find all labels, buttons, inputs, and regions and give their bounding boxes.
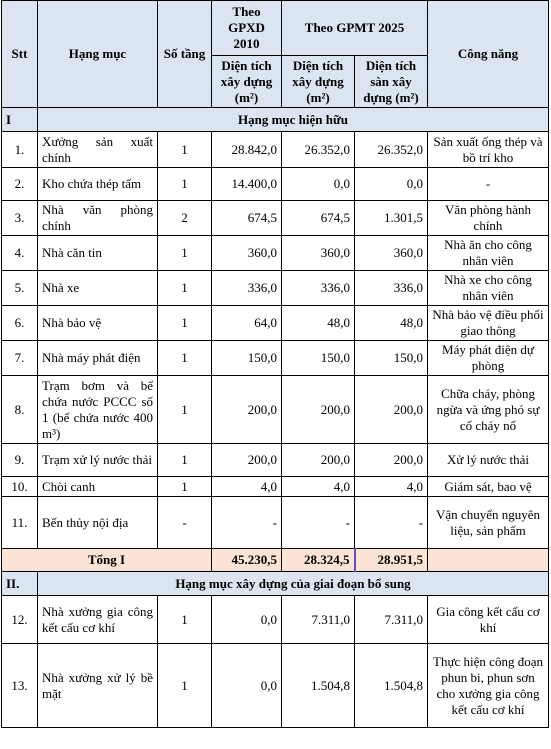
floors-cell: 1 <box>158 236 212 271</box>
section-number: II. <box>2 572 38 596</box>
floors-cell: 1 <box>158 341 212 376</box>
gpxd-area-cell: 150,0 <box>212 341 282 376</box>
header-hang-muc: Hạng mục <box>38 1 158 108</box>
gpmt-area-cell: 336,0 <box>282 271 355 306</box>
table-row <box>2 376 549 444</box>
function-cell: Văn phòng hành chính <box>428 201 549 236</box>
floors-cell: 1 <box>158 477 212 497</box>
section-title: Hạng mục xây dựng của giai đoạn bổ sung <box>38 572 549 596</box>
floors-cell: - <box>158 497 212 549</box>
floors-cell: 1 <box>158 132 212 168</box>
total-label: Tổng I <box>2 549 212 572</box>
function-cell: Xử lý nước thải <box>428 444 549 477</box>
table-row <box>2 236 549 271</box>
gpxd-area-cell: 674,5 <box>212 201 282 236</box>
header-stt: Stt <box>2 1 38 108</box>
floors-cell: 1 <box>158 168 212 201</box>
gpmt-area-cell: 200,0 <box>282 444 355 477</box>
total-row <box>2 549 549 572</box>
floor-area-cell: 1.301,5 <box>355 201 428 236</box>
item-name-cell: Nhà xe <box>38 271 158 306</box>
gpxd-area-cell: 200,0 <box>212 444 282 477</box>
function-cell: Chữa cháy, phòng ngừa và ứng phó sự cố cháy nổ <box>428 376 549 444</box>
floor-area-cell: 4,0 <box>355 477 428 497</box>
table-row <box>2 271 549 306</box>
function-cell: Nhà bảo vệ điều phối giao thông <box>428 306 549 341</box>
item-name-cell: Bến thủy nội địa <box>38 497 158 549</box>
gpmt-area-cell: 360,0 <box>282 236 355 271</box>
header-gpxd: Theo GPXD 2010 <box>212 1 282 56</box>
row-number-cell: 7. <box>2 341 38 376</box>
row-number-cell: 12. <box>2 596 38 644</box>
item-name-cell: Chòi canh <box>38 477 158 497</box>
section-title: Hạng mục hiện hữu <box>38 108 549 132</box>
table-row <box>2 132 549 168</box>
floors-cell: 1 <box>158 644 212 728</box>
function-cell: Máy phát điện dự phòng <box>428 341 549 376</box>
gpxd-area-cell: - <box>212 497 282 549</box>
gpxd-area-cell: 0,0 <box>212 644 282 728</box>
function-cell: Sản xuất ống thép và bồ trí kho <box>428 132 549 168</box>
header-row-1 <box>2 1 549 56</box>
gpxd-area-cell: 64,0 <box>212 306 282 341</box>
total-empty-cell <box>428 549 549 572</box>
row-number-cell: 6. <box>2 306 38 341</box>
floors-cell: 1 <box>158 376 212 444</box>
table-row <box>2 201 549 236</box>
gpxd-area-cell: 200,0 <box>212 376 282 444</box>
item-name-cell: Nhà văn phòng chính <box>38 201 158 236</box>
floor-area-cell: 7.311,0 <box>355 596 428 644</box>
total-xd: 28.324,5 <box>282 549 355 572</box>
item-name-cell: Trạm xử lý nước thải <box>38 444 158 477</box>
gpxd-area-cell: 0,0 <box>212 596 282 644</box>
total-san: 28.951,5 <box>355 549 428 572</box>
table-row <box>2 306 549 341</box>
gpxd-area-cell: 4,0 <box>212 477 282 497</box>
gpmt-area-cell: 48,0 <box>282 306 355 341</box>
gpmt-area-cell: 1.504,8 <box>282 644 355 728</box>
header-gpmt: Theo GPMT 2025 <box>282 1 428 56</box>
row-number-cell: 9. <box>2 444 38 477</box>
section-number: I <box>2 108 38 132</box>
building-items-table <box>1 0 549 728</box>
table-row <box>2 168 549 201</box>
function-cell: Nhà ăn cho công nhân viên <box>428 236 549 271</box>
gpmt-area-cell: 200,0 <box>282 376 355 444</box>
row-number-cell: 13. <box>2 644 38 728</box>
gpxd-area-cell: 14.400,0 <box>212 168 282 201</box>
gpmt-area-cell: 0,0 <box>282 168 355 201</box>
floors-cell: 1 <box>158 306 212 341</box>
item-name-cell: Nhà xưởng xử lý bề mặt <box>38 644 158 728</box>
item-name-cell: Nhà căn tin <box>38 236 158 271</box>
section-row <box>2 108 549 132</box>
item-name-cell: Trạm bơm và bể chứa nước PCCC số 1 (bể chứa nước 400 m³) <box>38 376 158 444</box>
gpmt-area-cell: 26.352,0 <box>282 132 355 168</box>
row-number-cell: 11. <box>2 497 38 549</box>
gpxd-area-cell: 336,0 <box>212 271 282 306</box>
row-number-cell: 5. <box>2 271 38 306</box>
table-row <box>2 596 549 644</box>
gpmt-area-cell: 674,5 <box>282 201 355 236</box>
floor-area-cell: 26.352,0 <box>355 132 428 168</box>
row-number-cell: 10. <box>2 477 38 497</box>
function-cell: Nhà xe cho công nhân viên <box>428 271 549 306</box>
table-row <box>2 444 549 477</box>
floors-cell: 1 <box>158 271 212 306</box>
function-cell: Vận chuyển nguyên liệu, sản phẩm <box>428 497 549 549</box>
gpxd-area-cell: 360,0 <box>212 236 282 271</box>
function-cell: Giám sát, bao vệ <box>428 477 549 497</box>
gpmt-area-cell: 150,0 <box>282 341 355 376</box>
function-cell: - <box>428 168 549 201</box>
header-dt-xay-dung-gpxd: Diện tích xây dựng (m²) <box>212 56 282 108</box>
item-name-cell: Xưởng sản xuất chính <box>38 132 158 168</box>
row-number-cell: 3. <box>2 201 38 236</box>
floor-area-cell: 48,0 <box>355 306 428 341</box>
table-row <box>2 497 549 549</box>
table-row <box>2 341 549 376</box>
row-number-cell: 4. <box>2 236 38 271</box>
header-so-tang: Số tầng <box>158 1 212 108</box>
gpmt-area-cell: 7.311,0 <box>282 596 355 644</box>
table-row <box>2 477 549 497</box>
header-dt-san: Diện tích sàn xây dựng (m²) <box>355 56 428 108</box>
function-cell: Gia công kết cấu cơ khí <box>428 596 549 644</box>
gpmt-area-cell: - <box>282 497 355 549</box>
table-row <box>2 644 549 728</box>
floor-area-cell: 360,0 <box>355 236 428 271</box>
header-dt-xay-dung-gpmt: Diện tích xây dựng (m²) <box>282 56 355 108</box>
section-row <box>2 572 549 596</box>
function-cell: Thực hiện công đoạn phun bi, phun sơn cho xưởng gia công kết cấu cơ khí <box>428 644 549 728</box>
gpmt-area-cell: 4,0 <box>282 477 355 497</box>
row-number-cell: 8. <box>2 376 38 444</box>
item-name-cell: Kho chứa thép tấm <box>38 168 158 201</box>
floors-cell: 2 <box>158 201 212 236</box>
floor-area-cell: - <box>355 497 428 549</box>
total-gpxd: 45.230,5 <box>212 549 282 572</box>
floor-area-cell: 0,0 <box>355 168 428 201</box>
gpxd-area-cell: 28.842,0 <box>212 132 282 168</box>
floor-area-cell: 150,0 <box>355 341 428 376</box>
row-number-cell: 1. <box>2 132 38 168</box>
floor-area-cell: 1.504,8 <box>355 644 428 728</box>
floor-area-cell: 200,0 <box>355 376 428 444</box>
item-name-cell: Nhà máy phát điện <box>38 341 158 376</box>
header-cong-nang: Công năng <box>428 1 549 108</box>
row-number-cell: 2. <box>2 168 38 201</box>
floors-cell: 1 <box>158 596 212 644</box>
floors-cell: 1 <box>158 444 212 477</box>
item-name-cell: Nhà bảo vệ <box>38 306 158 341</box>
item-name-cell: Nhà xưởng gia công kết cấu cơ khí <box>38 596 158 644</box>
floor-area-cell: 200,0 <box>355 444 428 477</box>
floor-area-cell: 336,0 <box>355 271 428 306</box>
